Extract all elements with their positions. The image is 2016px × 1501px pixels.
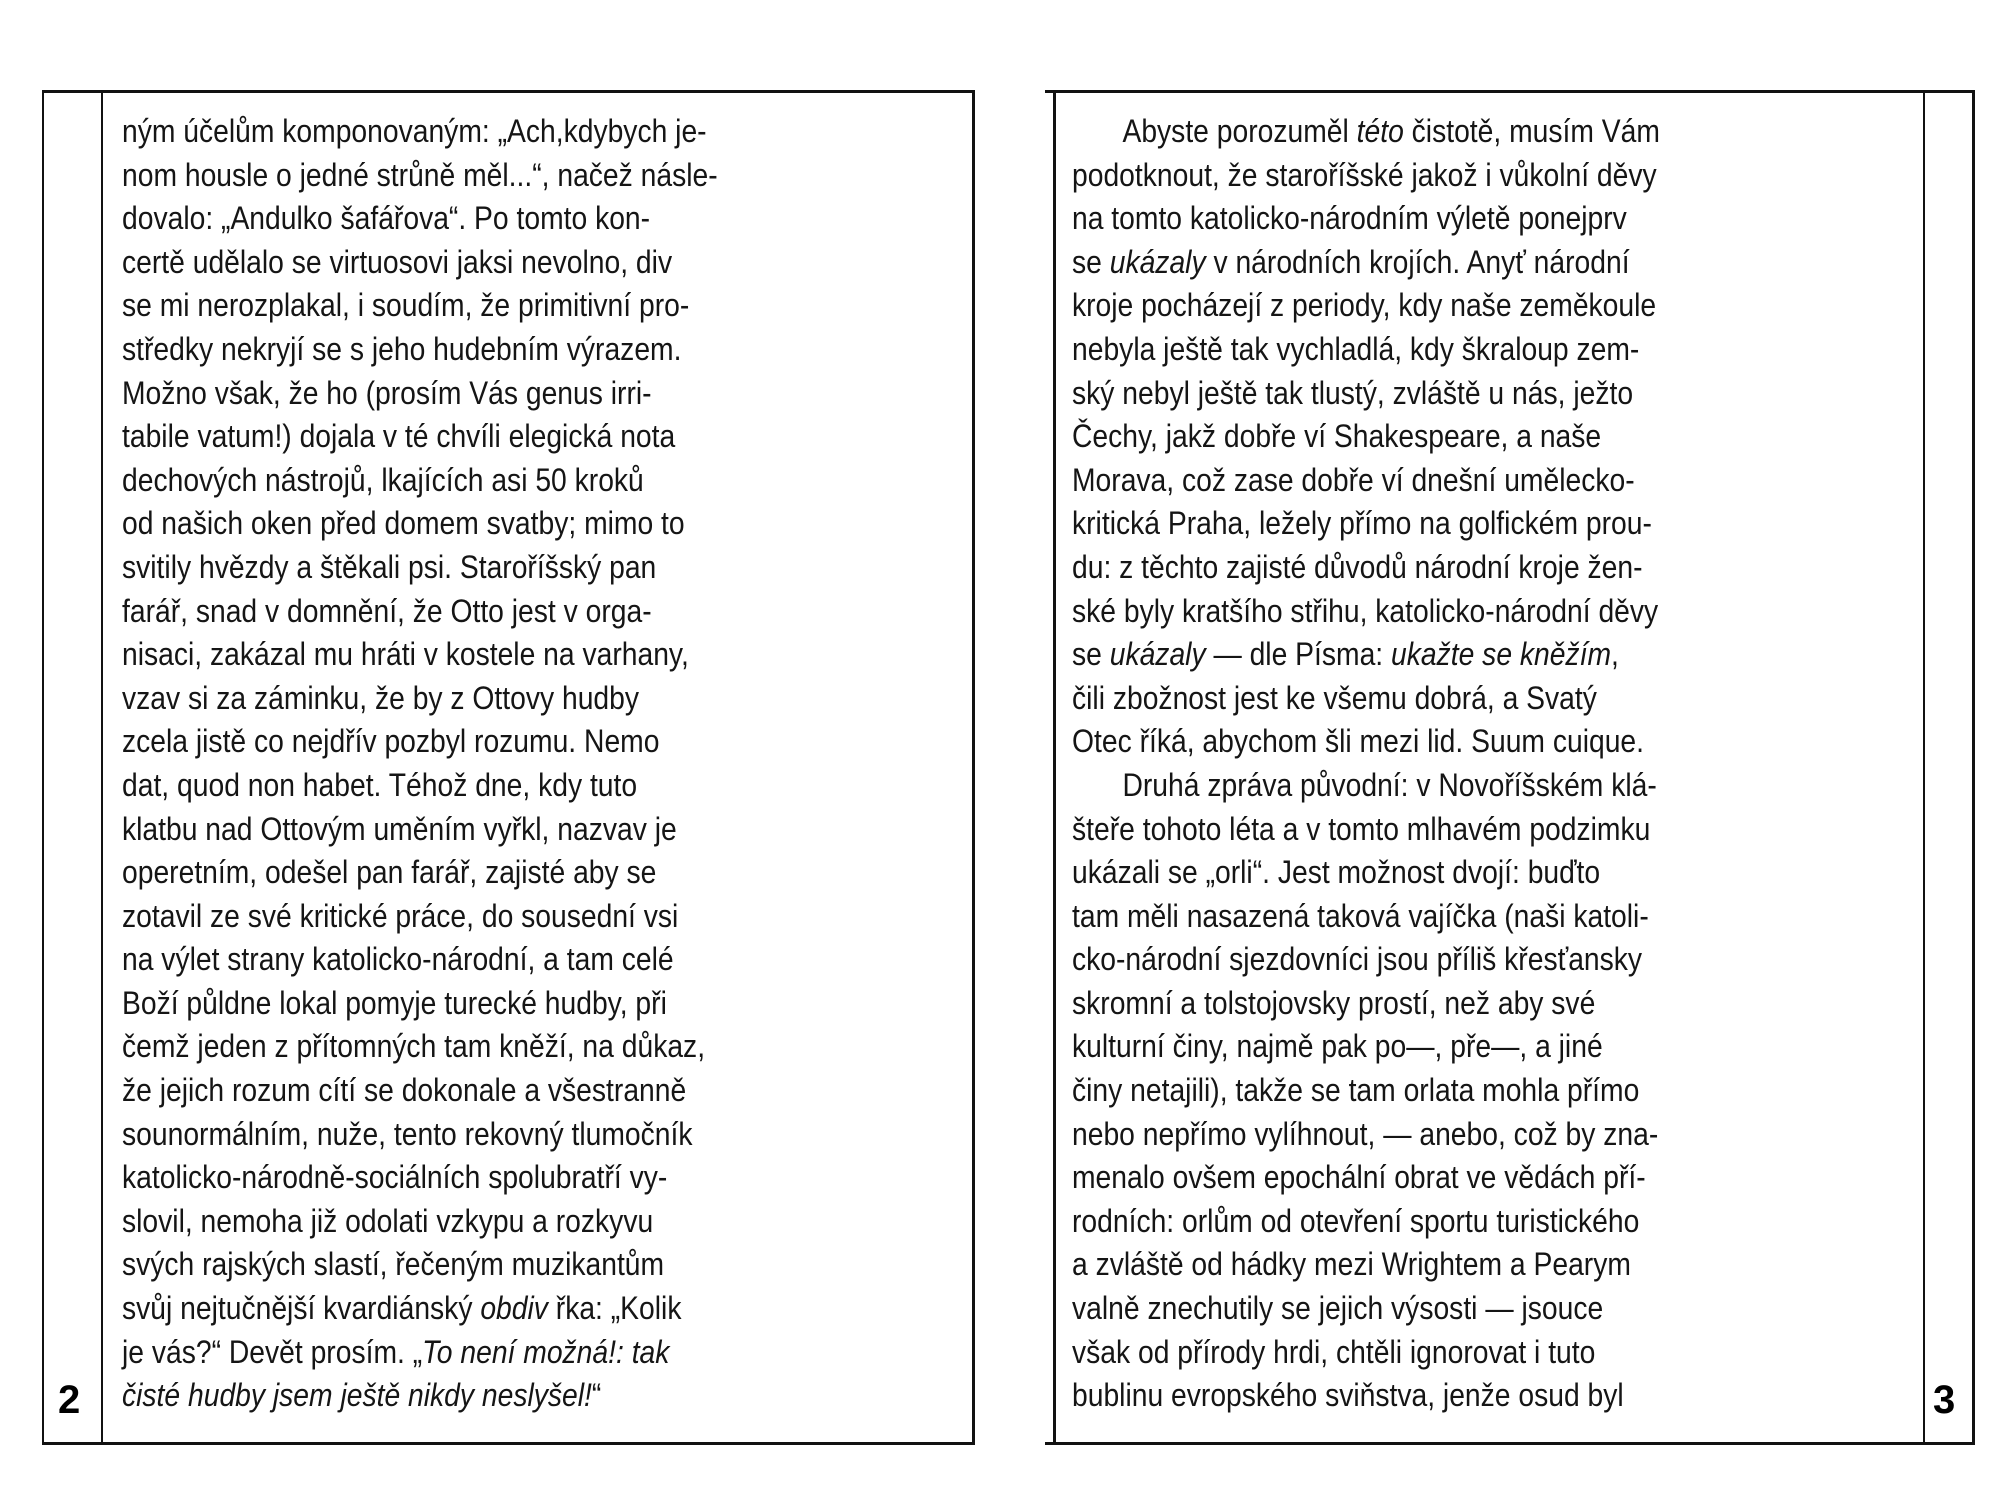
text-line: [122, 372, 718, 416]
text-line: [122, 546, 718, 590]
text-line: [1072, 1200, 1660, 1244]
text-segment: svých rajských slastí, řečeným muzikantům: [122, 1246, 665, 1283]
left-page-gutter-rule: [101, 90, 103, 1445]
text-line: [1072, 1113, 1660, 1157]
text-line: [122, 328, 718, 372]
text-segment: operetním, odešel pan farář, zajisté aby se: [122, 854, 657, 891]
text-segment: a zvláště od hádky mezi Wrightem a Pearym: [1072, 1246, 1631, 1283]
text-line: [1072, 851, 1660, 895]
text-line: [122, 1287, 718, 1331]
text-segment: Možno však, že ho (prosím Vás genus irri-: [122, 374, 652, 411]
text-line: [122, 197, 718, 241]
text-line: [1072, 1156, 1660, 1200]
italic-text: ukažte se kněžím: [1391, 636, 1612, 673]
text-segment: však od přírody hrdi, chtěli ignorovat i tuto: [1072, 1333, 1596, 1370]
text-line: [1072, 459, 1660, 503]
italic-text: obdiv: [480, 1290, 548, 1327]
text-segment: středky nekryjí se s jeho hudebním výrazem.: [122, 330, 682, 367]
text-line: [1072, 1069, 1660, 1113]
left-page-inner-rule: [972, 90, 975, 1445]
text-segment: Morava, což zase dobře ví dnešní umělecko-: [1072, 461, 1635, 498]
italic-text: ukázaly: [1109, 636, 1206, 673]
text-line: [122, 633, 718, 677]
text-line: [1072, 241, 1660, 285]
left-page-number: 2: [58, 1378, 81, 1422]
text-line: [1072, 1025, 1660, 1069]
text-segment: dat, quod non habet. Téhož dne, kdy tuto: [122, 766, 638, 803]
text-segment: ným účelům komponovaným: „Ach,kdybych je-: [122, 113, 707, 149]
text-line: [122, 415, 718, 459]
text-segment: čistotě, musím Vám: [1403, 113, 1660, 149]
text-line: [122, 677, 718, 721]
text-segment: sounormálním, nuže, tento rekovný tlumočník: [122, 1115, 693, 1152]
text-segment: zcela jistě co nejdřív pozbyl rozumu. Nemo: [122, 723, 660, 760]
text-segment: tam měli nasazená taková vajíčka (naši katoli-: [1072, 897, 1649, 934]
italic-text: ukázaly: [1109, 243, 1206, 280]
text-line: [122, 590, 718, 634]
text-segment: zotavil ze své kritické práce, do sousední vsi: [122, 897, 679, 934]
text-line: [1072, 110, 1660, 154]
text-line: [122, 764, 718, 808]
right-page-inner-rule: [1053, 90, 1056, 1445]
text-line: [1072, 1243, 1660, 1287]
left-page-text: [122, 110, 718, 1418]
text-segment: ,: [1611, 636, 1619, 673]
text-line: [122, 502, 718, 546]
text-segment: farář, snad v domnění, že Otto jest v orga-: [122, 592, 652, 629]
italic-text: této: [1356, 113, 1404, 149]
text-segment: kroje pocházejí z periody, kdy naše zeměkoule: [1072, 287, 1657, 324]
text-segment: se: [1072, 636, 1110, 673]
text-segment: šteře tohoto léta a v tomto mlhavém podzimku: [1072, 810, 1651, 847]
text-segment: Otec říká, abychom šli mezi lid. Suum cuique.: [1072, 723, 1645, 760]
right-page-outer-rule: [1972, 90, 1975, 1445]
right-page-number: 3: [1933, 1378, 1956, 1422]
text-line: [1072, 590, 1660, 634]
right-page-top-rule: [1045, 90, 1975, 93]
text-line: [1072, 328, 1660, 372]
text-segment: je vás?“ Devět prosím. „: [122, 1333, 423, 1370]
text-segment: certě udělalo se virtuosovi jaksi nevolno, div: [122, 243, 673, 280]
left-page-bottom-rule: [42, 1442, 975, 1445]
right-page-gutter-rule: [1923, 90, 1925, 1445]
text-segment: nebyla ještě tak vychladlá, kdy škraloup zem-: [1072, 330, 1640, 367]
text-line: [122, 1069, 718, 1113]
text-segment: ský nebyl ještě tak tlustý, zvláště u nás, ježto: [1072, 374, 1634, 411]
text-line: [1072, 284, 1660, 328]
text-line: [122, 1200, 718, 1244]
text-line: [122, 1243, 718, 1287]
text-segment: kulturní činy, najmě pak po—, pře—, a jiné: [1072, 1028, 1603, 1065]
text-segment: klatbu nad Ottovým uměním vyřkl, nazvav je: [122, 810, 677, 847]
text-line: [122, 1113, 718, 1157]
text-line: [1072, 764, 1660, 808]
text-segment: dovalo: „Andulko šafářova“. Po tomto kon-: [122, 200, 651, 237]
right-page-edge-mark: [1972, 330, 1975, 390]
text-line: [1072, 415, 1660, 459]
right-page-text: [1072, 110, 1660, 1418]
text-line: [1072, 1374, 1660, 1418]
left-page-top-rule: [42, 90, 975, 93]
text-segment: bublinu evropského sviňstva, jenže osud byl: [1072, 1377, 1624, 1414]
text-line: [1072, 372, 1660, 416]
text-line: [122, 1156, 718, 1200]
text-segment: kritická Praha, ležely přímo na golfickém prou-: [1072, 505, 1652, 542]
text-line: [122, 938, 718, 982]
text-segment: menalo ovšem epochální obrat ve vědách pří-: [1072, 1159, 1646, 1196]
text-segment: na tomto katolicko-národním výletě ponejprv: [1072, 200, 1627, 237]
italic-text: čisté hudby jsem ještě nikdy neslyšel!: [122, 1377, 592, 1414]
text-line: [122, 1025, 718, 1069]
text-line: [1072, 720, 1660, 764]
text-segment: nebo nepřímo vylíhnout, — anebo, což by zna-: [1072, 1115, 1659, 1152]
text-segment: cko-národní sjezdovníci jsou příliš křesťansky: [1072, 941, 1643, 978]
text-line: [122, 720, 718, 764]
text-line: [122, 284, 718, 328]
text-line: [1072, 197, 1660, 241]
text-line: [122, 459, 718, 503]
text-segment: du: z těchto zajisté důvodů národní kroje žen-: [1072, 548, 1643, 585]
text-line: [122, 895, 718, 939]
text-segment: slovil, nemoha již odolati vzkypu a rozkyvu: [122, 1202, 654, 1239]
text-line: [122, 851, 718, 895]
text-segment: — dle Písma:: [1205, 636, 1392, 673]
text-segment: Čechy, jakž dobře ví Shakespeare, a naše: [1072, 418, 1602, 455]
text-segment: Boží půldne lokal pomyje turecké hudby, při: [122, 984, 667, 1021]
text-segment: svitily hvězdy a štěkali psi. Staroříšský pan: [122, 548, 657, 585]
text-line: [122, 110, 718, 154]
text-line: [1072, 895, 1660, 939]
text-line: [1072, 1331, 1660, 1375]
text-segment: nisaci, zakázal mu hráti v kostele na varhany,: [122, 636, 689, 673]
text-segment: Abyste porozuměl: [1122, 113, 1357, 149]
text-segment: skromní a tolstojovsky prostí, než aby své: [1072, 984, 1596, 1021]
text-line: [1072, 1287, 1660, 1331]
text-segment: nom housle o jedné strůně měl...“, načež násle-: [122, 156, 718, 193]
text-segment: vzav si za záminku, že by z Ottovy hudby: [122, 679, 640, 716]
text-line: [1072, 982, 1660, 1026]
text-segment: tabile vatum!) dojala v té chvíli elegická nota: [122, 418, 676, 455]
text-line: [1072, 808, 1660, 852]
text-line: [1072, 502, 1660, 546]
text-line: [122, 1331, 718, 1375]
text-segment: svůj nejtučnější kvardiánský: [122, 1290, 481, 1327]
text-line: [1072, 677, 1660, 721]
text-segment: se: [1072, 243, 1110, 280]
left-page-outer-rule: [42, 90, 44, 1445]
text-line: [1072, 633, 1660, 677]
text-line: [122, 982, 718, 1026]
text-segment: činy netajili), takže se tam orlata mohla přímo: [1072, 1072, 1640, 1109]
text-line: [122, 241, 718, 285]
text-segment: ukázali se „orli“. Jest možnost dvojí: buďto: [1072, 854, 1601, 891]
text-line: [1072, 938, 1660, 982]
text-segment: Druhá zpráva původní: v Novoříšském klá-: [1122, 766, 1657, 803]
text-line: [122, 154, 718, 198]
text-segment: valně znechutily se jejich výsosti — jsouce: [1072, 1290, 1604, 1327]
text-segment: čemž jeden z přítomných tam kněží, na důkaz,: [122, 1028, 706, 1065]
text-segment: čili zbožnost jest ke všemu dobrá, a Svatý: [1072, 679, 1597, 716]
text-line: [122, 808, 718, 852]
text-segment: podotknout, že staroříšské jakož i vůkolní děvy: [1072, 156, 1657, 193]
text-segment: katolicko-národně-sociálních spolubratří vy-: [122, 1159, 668, 1196]
text-segment: “: [591, 1377, 602, 1414]
text-segment: že jejich rozum cítí se dokonale a všestranně: [122, 1072, 687, 1109]
text-line: [1072, 154, 1660, 198]
text-segment: v národních krojích. Anyť národní: [1205, 243, 1630, 280]
text-segment: od našich oken před domem svatby; mimo to: [122, 505, 685, 542]
text-line: [1072, 546, 1660, 590]
text-line: [122, 1374, 718, 1418]
text-segment: řka: „Kolik: [547, 1290, 682, 1327]
text-segment: dechových nástrojů, lkajících asi 50 kroků: [122, 461, 644, 498]
text-segment: na výlet strany katolicko-národní, a tam celé: [122, 941, 674, 978]
text-segment: rodních: orlům od otevření sportu turistického: [1072, 1202, 1640, 1239]
italic-text: To není možná!: tak: [422, 1333, 670, 1370]
right-page-bottom-rule: [1045, 1442, 1975, 1445]
text-segment: se mi nerozplakal, i soudím, že primitivní pro-: [122, 287, 690, 324]
text-segment: ské byly kratšího střihu, katolicko-národní děvy: [1072, 592, 1659, 629]
